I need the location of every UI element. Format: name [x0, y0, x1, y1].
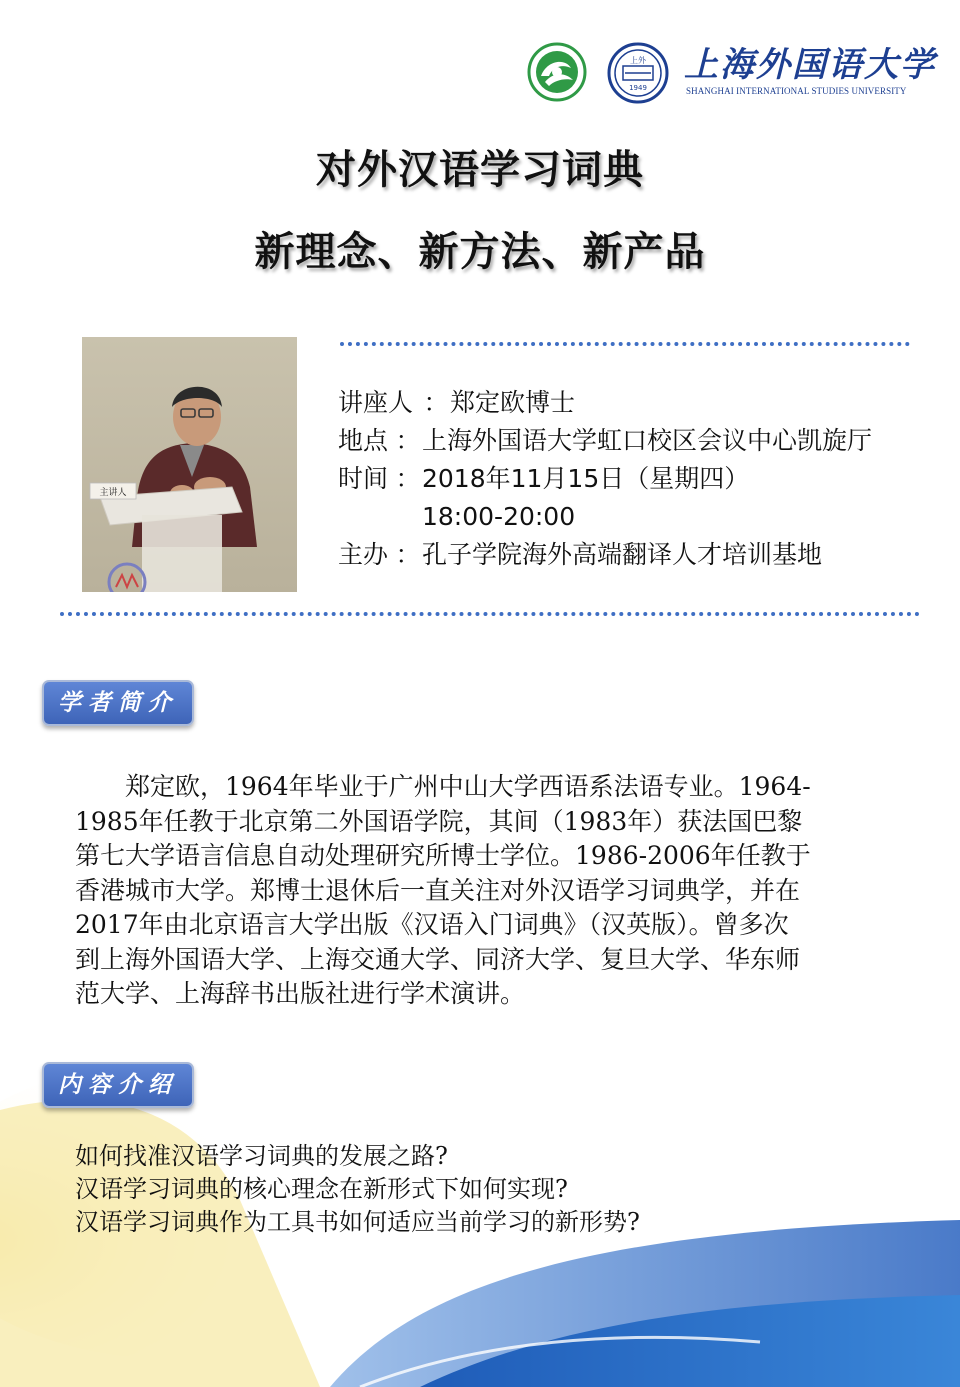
- host-value: 孔子学院海外高端翻译人才培训基地: [422, 540, 823, 569]
- colon: ：: [395, 464, 421, 493]
- section-tag-bio: 学者简介: [42, 680, 194, 726]
- time-range: 18:00-20:00: [422, 502, 576, 531]
- bio-line: 2017年由北京语言大学出版《汉语入门词典》（汉英版）。曾多次: [75, 910, 789, 939]
- time-value: 2018年11月15日（星期四）: [422, 464, 750, 493]
- question-item: 汉语学习词典作为工具书如何适应当前学习的新形势?: [75, 1208, 640, 1236]
- event-info: [338, 384, 948, 574]
- info-time-range: [338, 498, 948, 536]
- info-host: [338, 536, 948, 574]
- bio-line: 1985年任教于北京第二外国语学院，其间（1983年）获法国巴黎: [75, 806, 803, 836]
- question-item: 汉语学习词典的核心理念在新形式下如何实现?: [75, 1175, 568, 1203]
- info-speaker: [338, 384, 948, 422]
- venue-label: 地点: [338, 426, 389, 455]
- seal-text-top: 上外: [630, 56, 646, 65]
- bio-line: 郑定欧，1964年毕业于广州中山大学西语系法语专业。1964-: [75, 772, 811, 801]
- university-seal: [607, 42, 669, 104]
- lectern-sign: 主讲人: [99, 488, 127, 498]
- colon: ：: [395, 540, 421, 569]
- colon: ：: [423, 388, 449, 417]
- bio-line: 第七大学语言信息自动处理研究所博士学位。1986-2006年任教于: [75, 841, 811, 870]
- university-name-en: SHANGHAI INTERNATIONAL STUDIES UNIVERSITY: [686, 86, 907, 96]
- university-name-cn: 上海外国语大学: [684, 45, 936, 85]
- info-time: [338, 460, 948, 498]
- bio-line: 香港城市大学。郑博士退休后一直关注对外汉语学习词典学，并在: [75, 875, 801, 905]
- speaker-value: 郑定欧博士: [450, 388, 576, 417]
- question-item: 如何找准汉语学习词典的发展之路?: [75, 1142, 448, 1170]
- page-title: 对外汉语学习词典: [316, 147, 644, 193]
- venue-value: 上海外国语大学虹口校区会议中心凯旋厅: [422, 426, 873, 455]
- dotted-divider-top: [340, 342, 910, 346]
- seal-year: 1949: [629, 84, 647, 92]
- speaker-photo: [82, 337, 297, 592]
- university-name-logo: [684, 45, 936, 100]
- content-questions: [75, 1140, 915, 1239]
- speaker-bio: [75, 770, 915, 1012]
- bio-line: 到上海外国语大学、上海交通大学、同济大学、复旦大学、华东师: [75, 944, 801, 974]
- speaker-label: 讲座人: [338, 388, 414, 417]
- confucius-institute-logo: [527, 42, 587, 102]
- page-subtitle: 新理念、新方法、新产品: [254, 229, 706, 275]
- dotted-divider-bottom: [60, 612, 920, 616]
- host-label: 主办: [338, 540, 389, 569]
- bio-line: 范大学、上海辞书出版社进行学术演讲。: [75, 979, 526, 1008]
- colon: ：: [395, 426, 421, 455]
- info-venue: [338, 422, 948, 460]
- section-tag-content: 内容介绍: [42, 1062, 194, 1108]
- time-label: 时间: [338, 464, 389, 493]
